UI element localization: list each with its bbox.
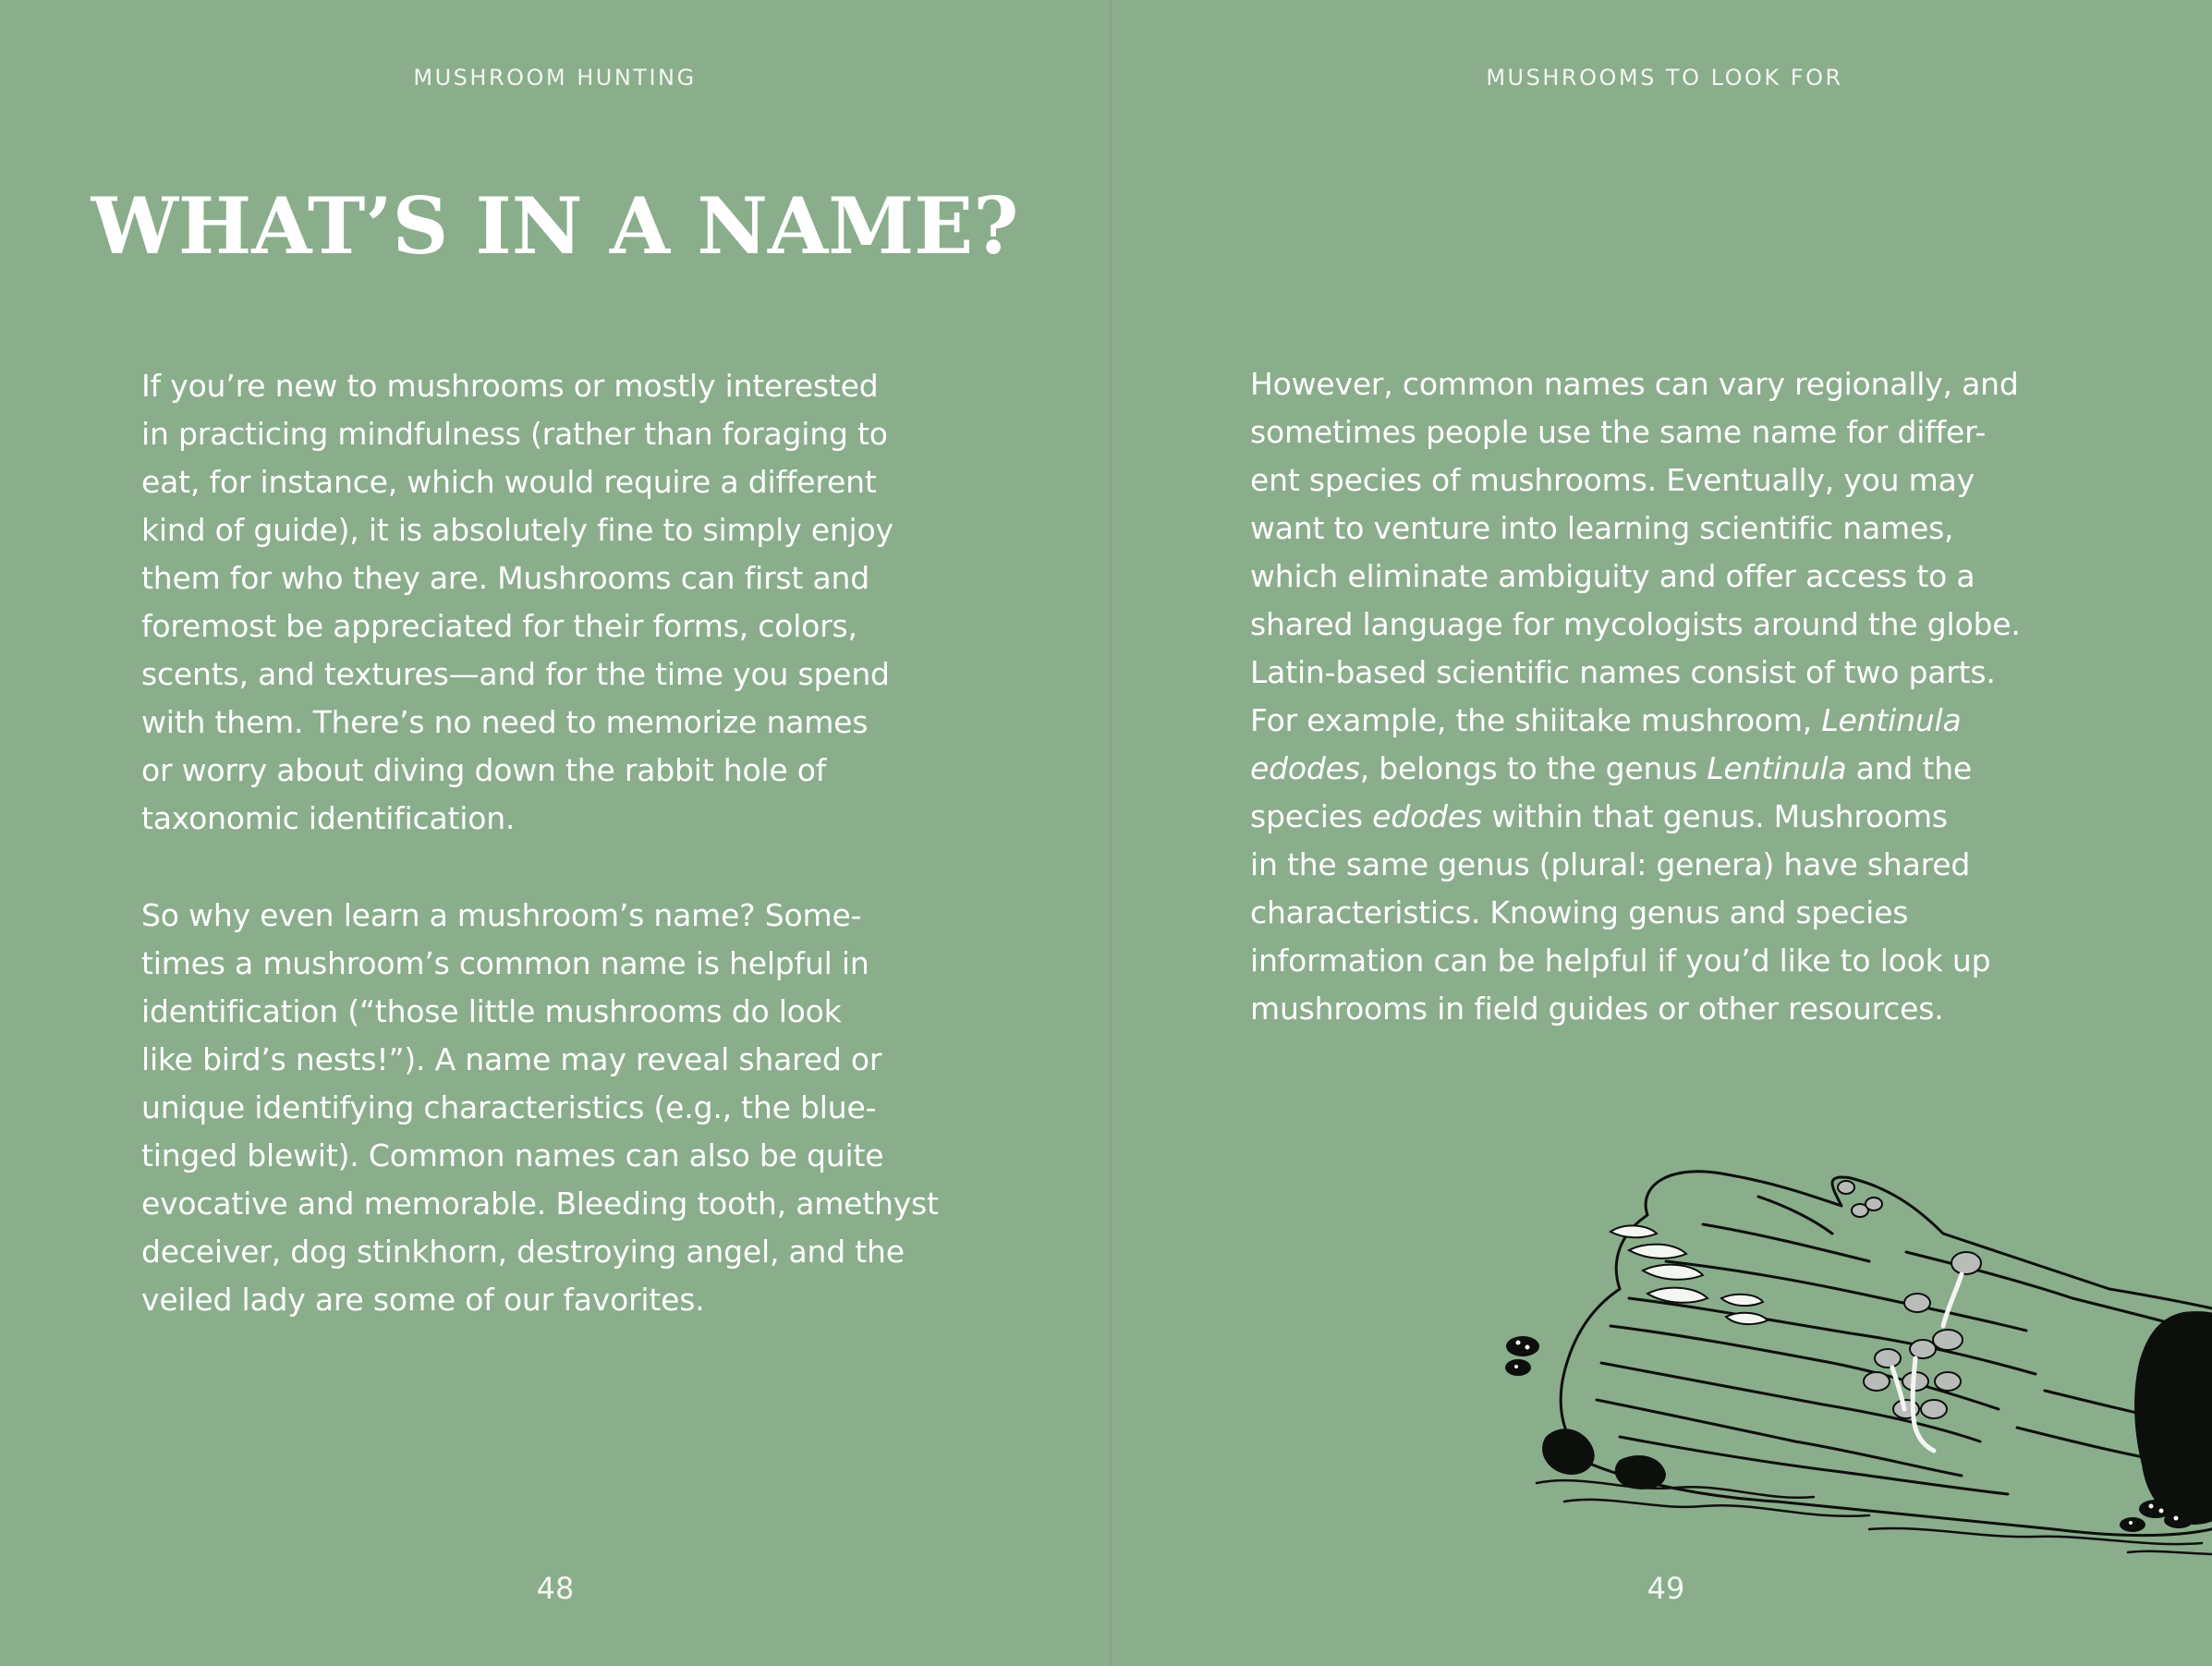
text-line: like bird’s nests!”). A name may reveal shared or bbox=[141, 1041, 882, 1077]
text-line: ent species of mushrooms. Eventually, you may bbox=[1250, 462, 1975, 498]
text-line: However, common names can vary regionally, and bbox=[1250, 366, 2019, 402]
text-run: , belongs to the genus bbox=[1359, 750, 1708, 786]
text-line: If you’re new to mushrooms or mostly interested bbox=[141, 368, 879, 404]
left-paragraph-2 bbox=[141, 892, 939, 1324]
bracket-fungus bbox=[1629, 1245, 1686, 1259]
bracket-fungus bbox=[1643, 1265, 1703, 1280]
italic-species: edodes bbox=[1250, 750, 1360, 786]
spotted-toadstool-cap bbox=[2164, 1512, 2194, 1528]
text-line: tinged blewit). Common names can also be quite bbox=[141, 1137, 884, 1173]
running-head-left: MUSHROOM HUNTING bbox=[413, 65, 697, 91]
text-line bbox=[1250, 745, 2021, 793]
text-run: For example, the shiitake mushroom, bbox=[1250, 702, 1822, 738]
text-line: veiled lady are some of our favorites. bbox=[141, 1282, 705, 1318]
mushroom-cap-grey bbox=[1866, 1198, 1882, 1210]
italic-genus: Lentinula bbox=[1707, 750, 1847, 786]
text-run: within that genus. Mushrooms bbox=[1481, 798, 1948, 834]
text-line: in practicing mindfulness (rather than foraging to bbox=[141, 416, 888, 452]
text-line: information can be helpful if you’d like to look up bbox=[1250, 942, 1991, 979]
text-line: kind of guide), it is absolutely fine to simply enjoy bbox=[141, 512, 893, 548]
chapter-title: WHAT’S IN A NAME? bbox=[91, 180, 1019, 272]
italic-genus: Lentinula bbox=[1821, 702, 1962, 738]
text-line: eat, for instance, which would require a different bbox=[141, 464, 877, 500]
mushroom-cap-grey bbox=[1935, 1372, 1961, 1391]
bracket-fungus bbox=[1726, 1313, 1768, 1324]
text-line: sometimes people use the same name for differ- bbox=[1250, 414, 1987, 450]
bracket-fungus bbox=[1610, 1225, 1657, 1237]
text-line: taxonomic identification. bbox=[141, 800, 516, 836]
toadstool-spot bbox=[1525, 1345, 1530, 1350]
text-line bbox=[1250, 697, 2021, 745]
moss-clump bbox=[1542, 1429, 1595, 1475]
running-head-right: MUSHROOMS TO LOOK FOR bbox=[1486, 65, 1843, 91]
text-line: scents, and textures—and for the time you spend bbox=[141, 656, 890, 692]
moss-clump bbox=[1615, 1455, 1666, 1490]
text-line: them for who they are. Mushrooms can first and bbox=[141, 560, 869, 596]
text-line: evocative and memorable. Bleeding tooth, amethyst bbox=[141, 1186, 939, 1222]
text-run: species bbox=[1250, 798, 1373, 834]
mushroom-log-illustration bbox=[1481, 1132, 2212, 1585]
bracket-fungus bbox=[1721, 1295, 1763, 1306]
italic-species: edodes bbox=[1372, 798, 1482, 834]
mushroom-cap-grey bbox=[1864, 1372, 1890, 1391]
text-run: and the bbox=[1846, 750, 1973, 786]
mushroom-cap-grey bbox=[1921, 1400, 1947, 1418]
text-line: identification (“those little mushrooms do look bbox=[141, 993, 842, 1029]
toadstool-spot bbox=[1514, 1365, 1518, 1368]
text-line: So why even learn a mushroom’s name? Some- bbox=[141, 897, 862, 933]
spotted-toadstool-cap bbox=[1506, 1336, 1539, 1356]
spotted-toadstool-cap bbox=[2120, 1517, 2145, 1532]
left-paragraph-1 bbox=[141, 362, 893, 843]
text-line: with them. There’s no need to memorize names bbox=[141, 704, 869, 740]
toadstool-spot bbox=[2159, 1509, 2164, 1514]
text-line: Latin-based scientific names consist of two parts. bbox=[1250, 654, 1996, 690]
toadstool-spot bbox=[2129, 1521, 2133, 1525]
mushroom-cap-grey bbox=[1910, 1340, 1936, 1358]
mushroom-cap-grey bbox=[1933, 1330, 1963, 1350]
toadstool-spot bbox=[2149, 1504, 2154, 1509]
text-line: unique identifying characteristics (e.g., the blue- bbox=[141, 1089, 877, 1125]
text-line: want to venture into learning scientific names, bbox=[1250, 510, 1954, 546]
moss-line bbox=[2128, 1551, 2212, 1555]
mushroom-cap-grey bbox=[1875, 1349, 1901, 1368]
text-line bbox=[1250, 793, 2021, 841]
page-number-left: 48 bbox=[536, 1571, 575, 1606]
text-line: deceiver, dog stinkhorn, destroying angel, and the bbox=[141, 1234, 905, 1270]
bark-line bbox=[1758, 1197, 1832, 1234]
right-page bbox=[1112, 0, 2212, 1666]
log-hollow bbox=[2134, 1311, 2212, 1525]
toadstool-spot bbox=[2174, 1516, 2179, 1521]
text-line: foremost be appreciated for their forms, colors, bbox=[141, 608, 857, 644]
text-line: which eliminate ambiguity and offer access to a bbox=[1250, 558, 1975, 594]
spotted-toadstool-cap bbox=[1505, 1359, 1531, 1376]
bark-line bbox=[1703, 1224, 1869, 1261]
text-line: mushrooms in field guides or other resources. bbox=[1250, 991, 1944, 1027]
mushroom-cap-grey bbox=[1951, 1252, 1981, 1274]
text-line: characteristics. Knowing genus and species bbox=[1250, 894, 1909, 930]
toadstool-spot bbox=[1516, 1341, 1521, 1345]
right-paragraph-1 bbox=[1250, 360, 2021, 1033]
mushroom-cap-grey bbox=[1838, 1181, 1854, 1194]
page-number-right: 49 bbox=[1647, 1571, 1685, 1606]
text-line: in the same genus (plural: genera) have shared bbox=[1250, 846, 1971, 882]
text-line: times a mushroom’s common name is helpful in bbox=[141, 945, 869, 981]
bracket-fungus bbox=[1647, 1288, 1708, 1303]
mushroom-stem bbox=[1943, 1274, 1962, 1326]
moss-line bbox=[1564, 1500, 1869, 1516]
text-line: or worry about diving down the rabbit hole of bbox=[141, 752, 827, 788]
text-line: shared language for mycologists around the globe. bbox=[1250, 606, 2021, 642]
mushroom-cap-grey bbox=[1904, 1294, 1930, 1312]
